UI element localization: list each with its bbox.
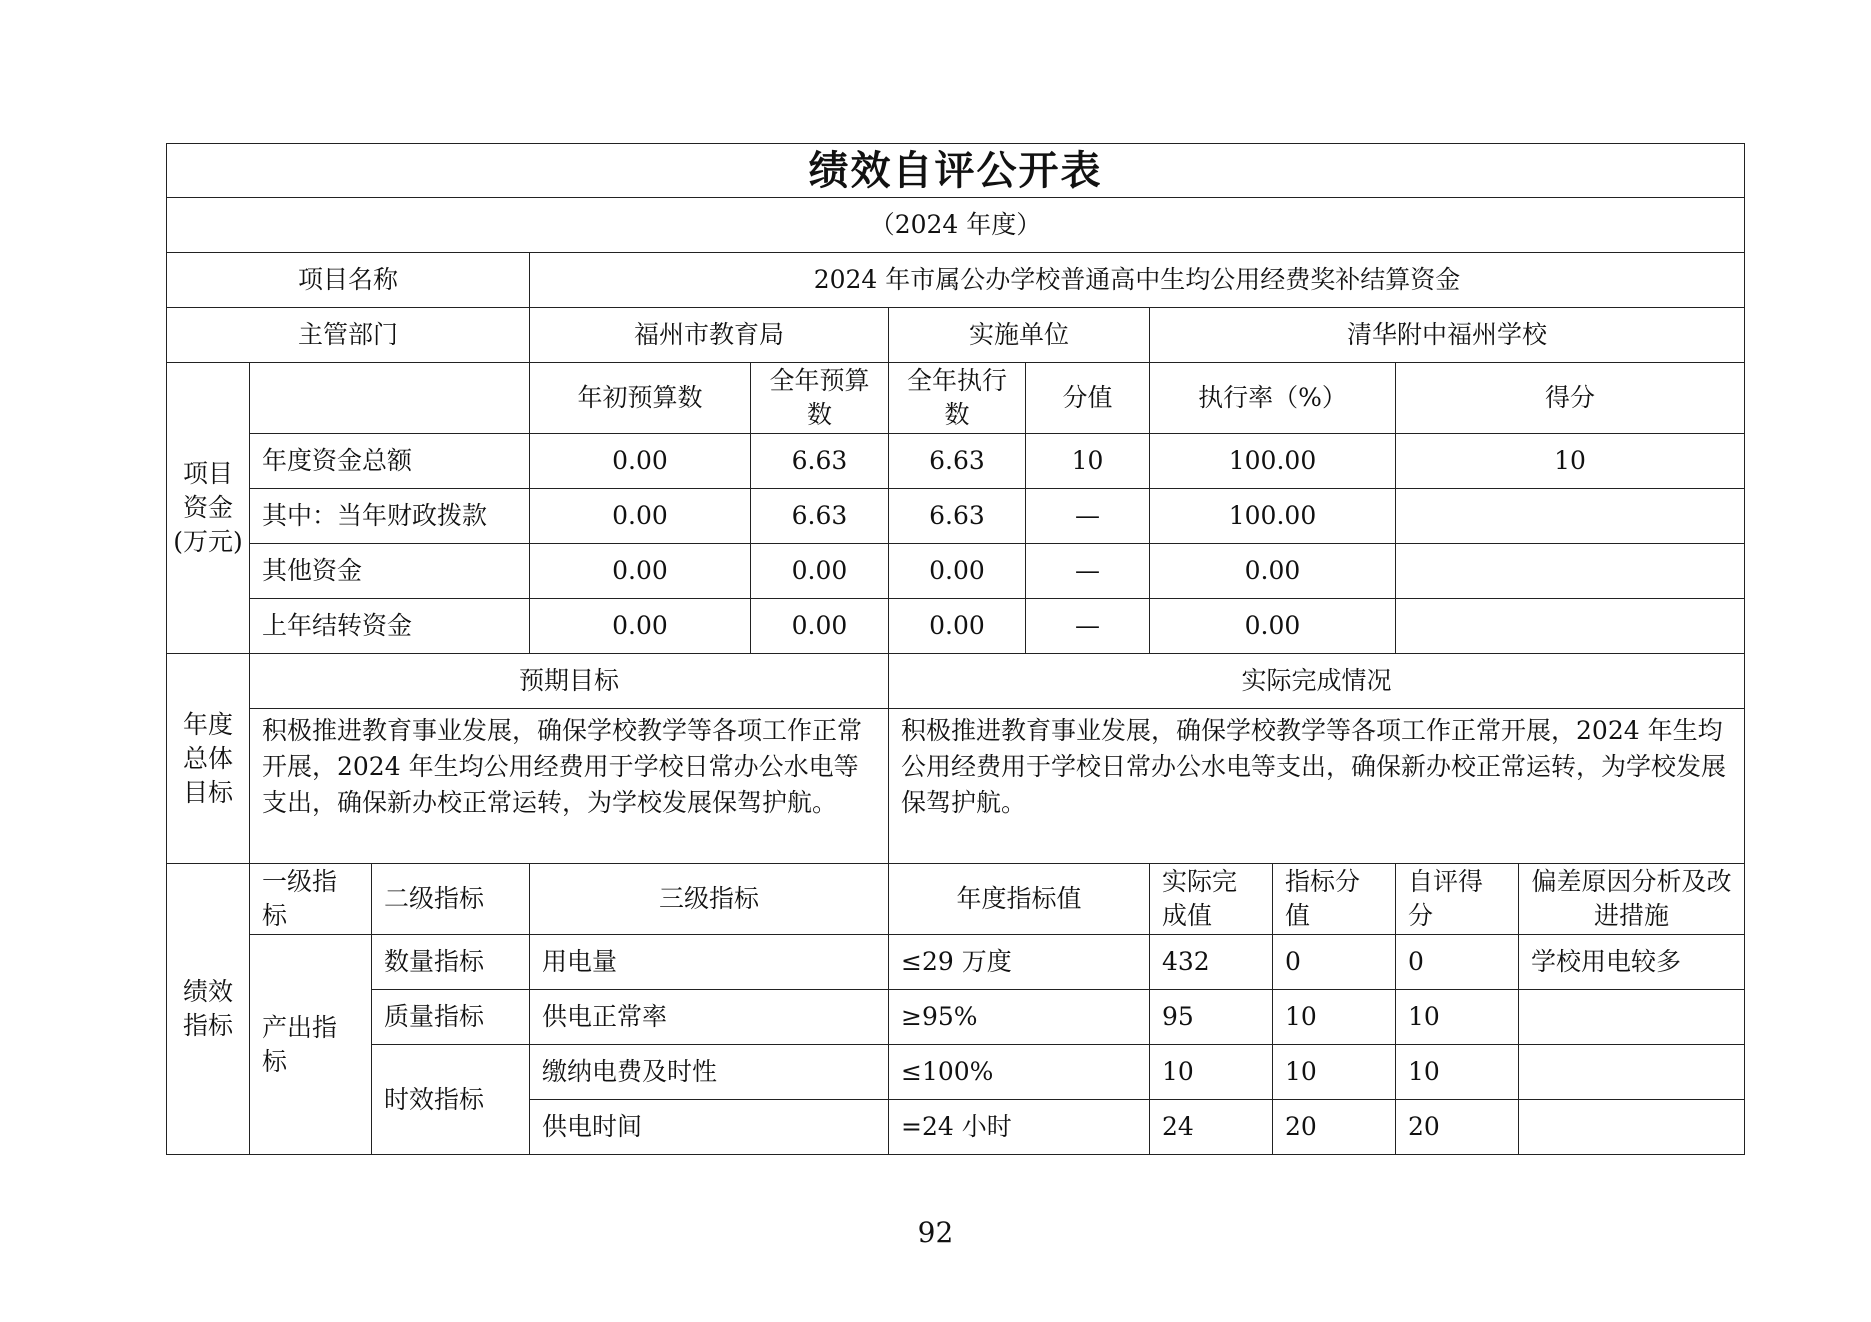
indicators-side-label: 绩效指标 [167,864,250,1155]
ind-score: 20 [1396,1100,1519,1155]
ind-score: 10 [1396,990,1519,1045]
funds-rate: 0.00 [1150,544,1396,599]
table-year: （2024 年度） [167,198,1745,253]
project-name-label: 项目名称 [167,253,530,308]
ind-header-score: 自评得分 [1396,864,1519,935]
dept-value: 福州市教育局 [530,308,889,363]
ind-level3: 供电时间 [530,1100,889,1155]
funds-score-value: 10 [1026,434,1150,489]
funds-row [167,489,1745,544]
ind-score: 10 [1396,1045,1519,1100]
funds-initial: 0.00 [530,599,751,654]
funds-executed: 6.63 [889,434,1026,489]
ind-header-level3: 三级指标 [530,864,889,935]
ind-weight: 10 [1273,990,1396,1045]
ind-target: ≤29 万度 [889,935,1150,990]
page-number: 92 [917,1216,954,1249]
funds-executed: 0.00 [889,544,1026,599]
expected-goal-text: 积极推进教育事业发展，确保学校教学等各项工作正常开展，2024 年生均公用经费用于学校日常办公水电等支出，确保新办校正常运转，为学校发展保驾护航。 [250,709,889,864]
actual-status-text: 积极推进教育事业发展，确保学校教学等各项工作正常开展，2024 年生均公用经费用于学校日常办公水电等支出，确保新办校正常运转，为学校发展保驾护航。 [889,709,1745,864]
unit-value: 清华附中福州学校 [1150,308,1745,363]
ind-note [1519,990,1745,1045]
ind-level3: 供电正常率 [530,990,889,1045]
funds-score [1396,599,1745,654]
funds-row [167,599,1745,654]
funds-header-blank [250,363,530,434]
funds-initial: 0.00 [530,434,751,489]
funds-score [1396,489,1745,544]
ind-target: ≥95% [889,990,1150,1045]
funds-row-label: 年度资金总额 [250,434,530,489]
indicator-row [167,1045,1745,1100]
funds-row [167,544,1745,599]
funds-annual: 6.63 [751,434,889,489]
ind-score: 0 [1396,935,1519,990]
funds-rate: 100.00 [1150,489,1396,544]
funds-executed: 6.63 [889,489,1026,544]
funds-annual: 0.00 [751,544,889,599]
funds-row-label: 其中：当年财政拨款 [250,489,530,544]
performance-table-sheet [166,143,1732,1155]
ind-weight: 20 [1273,1100,1396,1155]
funds-score-value: — [1026,544,1150,599]
performance-self-evaluation-table [166,143,1745,1155]
ind-actual: 10 [1150,1045,1273,1100]
ind-header-target: 年度指标值 [889,864,1150,935]
expected-goal-label: 预期目标 [250,654,889,709]
funds-score: 10 [1396,434,1745,489]
funds-rate: 0.00 [1150,599,1396,654]
funds-header-executed: 全年执行数 [889,363,1026,434]
funds-header-annual: 全年预算数 [751,363,889,434]
ind-header-level1: 一级指标 [250,864,372,935]
ind-weight: 0 [1273,935,1396,990]
funds-header-rate: 执行率（%） [1150,363,1396,434]
ind-actual: 24 [1150,1100,1273,1155]
funds-side-label: 项目资金(万元) [167,363,250,654]
indicator-row [167,990,1745,1045]
table-title: 绩效自评公开表 [167,144,1745,198]
funds-initial: 0.00 [530,489,751,544]
ind-level3: 缴纳电费及时性 [530,1045,889,1100]
ind-header-weight: 指标分值 [1273,864,1396,935]
ind-level2-quantity: 数量指标 [372,935,530,990]
ind-note [1519,1045,1745,1100]
funds-row-label: 其他资金 [250,544,530,599]
funds-rate: 100.00 [1150,434,1396,489]
funds-header-initial: 年初预算数 [530,363,751,434]
funds-row [167,434,1745,489]
funds-header-score: 得分 [1396,363,1745,434]
ind-level2-timeliness: 时效指标 [372,1045,530,1155]
unit-label: 实施单位 [889,308,1150,363]
actual-status-label: 实际完成情况 [889,654,1745,709]
funds-initial: 0.00 [530,544,751,599]
funds-executed: 0.00 [889,599,1026,654]
ind-level2-quality: 质量指标 [372,990,530,1045]
dept-label: 主管部门 [167,308,530,363]
ind-note: 学校用电较多 [1519,935,1745,990]
ind-note [1519,1100,1745,1155]
funds-score-value: — [1026,489,1150,544]
funds-annual: 6.63 [751,489,889,544]
indicator-row [167,935,1745,990]
ind-header-note: 偏差原因分析及改进措施 [1519,864,1745,935]
ind-actual: 95 [1150,990,1273,1045]
funds-annual: 0.00 [751,599,889,654]
ind-header-actual: 实际完成值 [1150,864,1273,935]
ind-weight: 10 [1273,1045,1396,1100]
ind-header-level2: 二级指标 [372,864,530,935]
ind-level3: 用电量 [530,935,889,990]
ind-actual: 432 [1150,935,1273,990]
ind-target: =24 小时 [889,1100,1150,1155]
goals-side-label: 年度总体目标 [167,654,250,864]
funds-row-label: 上年结转资金 [250,599,530,654]
funds-header-score-value: 分值 [1026,363,1150,434]
ind-level1: 产出指标 [250,935,372,1155]
funds-score [1396,544,1745,599]
funds-score-value: — [1026,599,1150,654]
ind-target: ≤100% [889,1045,1150,1100]
project-name-value: 2024 年市属公办学校普通高中生均公用经费奖补结算资金 [530,253,1745,308]
